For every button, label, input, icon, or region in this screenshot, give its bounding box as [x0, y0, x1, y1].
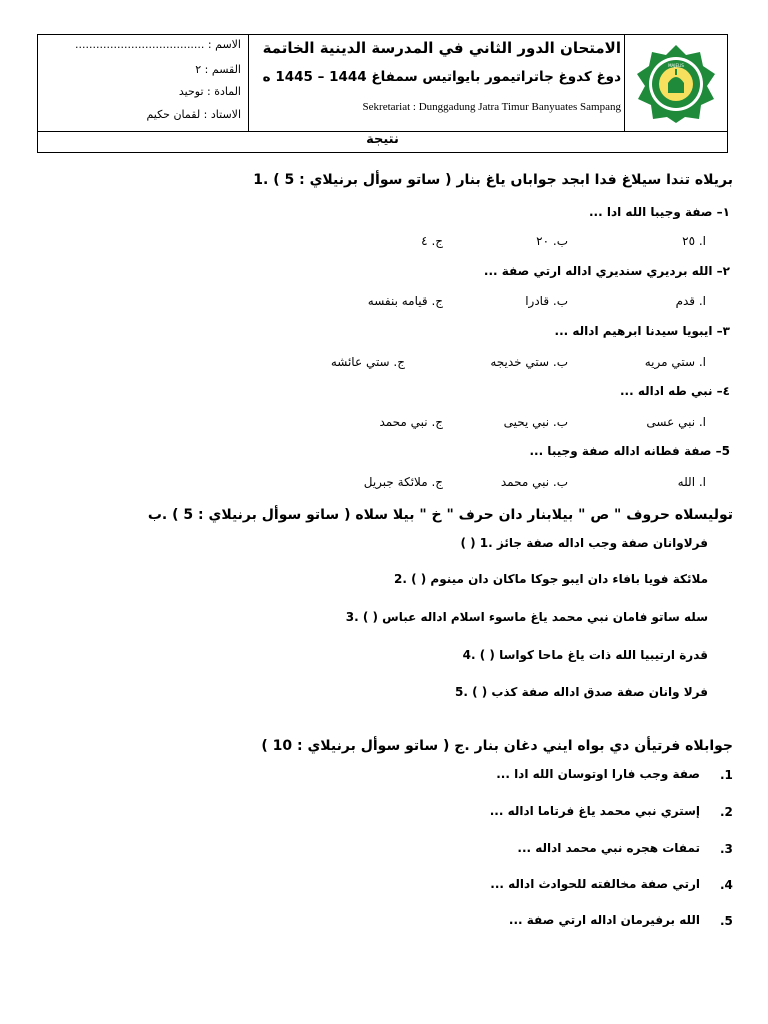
- essay-number-1: .1: [720, 768, 733, 782]
- class-row: القسم : ٢: [195, 63, 241, 76]
- question-a2: ٢– الله برديري سنديري اداله ارتي صفة ...: [483, 264, 730, 278]
- svg-text:MAJELIS: MAJELIS: [668, 62, 684, 68]
- exam-title: الامتحان الدور الثاني في المدرسة الدينية الخاتمة: [262, 39, 621, 57]
- essay-number-2: .2: [720, 805, 733, 819]
- teacher-row: الاستاد : لقمان حكيم: [146, 108, 241, 121]
- student-name-row: الاسم : .....................................: [75, 38, 241, 51]
- question-a5: 5– صفة فطانه اداله صفة وجيبا ...: [529, 444, 730, 458]
- question-a3: ٣– ايبويا سيدنا ابرهيم اداله ...: [554, 324, 730, 338]
- essay-item-1: صفة وجب فارا اوتوسان الله ادا ...: [496, 767, 700, 781]
- option-a1-c: ج. ٤: [421, 234, 443, 248]
- option-a3-b: ب. ستي خديجه: [490, 355, 568, 369]
- school-logo: [624, 35, 728, 132]
- option-a5-c: ج. ملائكة جبريل: [363, 475, 443, 489]
- tf-item-4: قدرة ارتيبيا الله ذات ياغ ماحا كواسا ( ) .4: [462, 648, 708, 662]
- option-a5-a: ا. الله: [677, 475, 706, 489]
- tf-item-5: فرلا وانان صفة صدق اداله صفة كذب ( ) .5: [455, 685, 708, 699]
- section-b-heading: توليسلاه حروف " ص " بيلابنار دان حرف " خ " بيلا سلاه ( ساتو سوأل برنيلاي : 5 ) .ب: [147, 507, 733, 523]
- option-a2-b: ب. قادرا: [525, 294, 568, 308]
- essay-number-4: .4: [720, 878, 733, 892]
- question-a4: ٤– نبي طه اداله ...: [619, 384, 730, 398]
- option-a4-c: ج. نبي محمد: [379, 415, 443, 429]
- essay-item-5: الله برفيرمان اداله ارتي صفة ...: [508, 913, 700, 927]
- option-a3-a: ا. ستي مريه: [644, 355, 706, 369]
- option-a2-a: ا. قدم: [675, 294, 706, 308]
- secretariat-line: Sekretariat : Dunggadung Jatra Timur Banyuates Sampang: [362, 101, 621, 113]
- exam-subtitle: دوغ كدوغ جاتراتيمور بايواتيس سمفاغ 1444 – 1445 ه: [262, 69, 621, 85]
- option-a4-b: ب. نبي يحيى: [503, 415, 568, 429]
- essay-number-3: .3: [720, 842, 733, 856]
- essay-item-3: تمفات هجره نبي محمد اداله ...: [517, 841, 700, 855]
- section-c-heading: جوابلاه فرتيأن دي بواه ايني دغان بنار .ج ( ساتو سوأل برنيلاي : 10 ): [261, 738, 733, 754]
- option-a1-b: ب. ٢٠: [536, 234, 568, 248]
- tf-item-1: فرلاوانان صفة وجب اداله صفة جائز .1 ( ): [460, 536, 708, 550]
- essay-item-2: إستري نبي محمد ياغ فرتاما اداله ...: [489, 804, 700, 818]
- option-a3-c: ج. ستي عائشه: [330, 355, 405, 369]
- header-box: [37, 34, 728, 153]
- tf-item-3: سله ساتو فامان نبي محمد ياغ ماسوء اسلام اداله عباس ( ) .3: [345, 610, 708, 624]
- section-a-heading: بريلاه تندا سيلاغ فدا ابجد جواباں ياغ بنار ( ساتو سوأل برنيلاي : 5 ) .1: [253, 172, 733, 188]
- tf-item-2: ملائكة فويا بافاء دان ايبو جوكا ماكان دان مينوم ( ) .2: [394, 572, 708, 586]
- option-a1-a: ا. ٢٥: [682, 234, 706, 248]
- option-a2-c: ج. قيامه بنفسه: [367, 294, 443, 308]
- question-a1: ١– صفة وجيبا الله ادا ...: [589, 205, 730, 219]
- essay-item-4: ارتي صفة مخالفته للحوادث اداله ...: [490, 877, 700, 891]
- result-label: نتيجة: [366, 132, 399, 147]
- divider: [248, 35, 249, 132]
- option-a5-b: ب. نبي محمد: [500, 475, 568, 489]
- option-a4-a: ا. نبي عسى: [646, 415, 706, 429]
- subject-row: المادة : توحيد: [178, 85, 241, 98]
- essay-number-5: .5: [720, 914, 733, 928]
